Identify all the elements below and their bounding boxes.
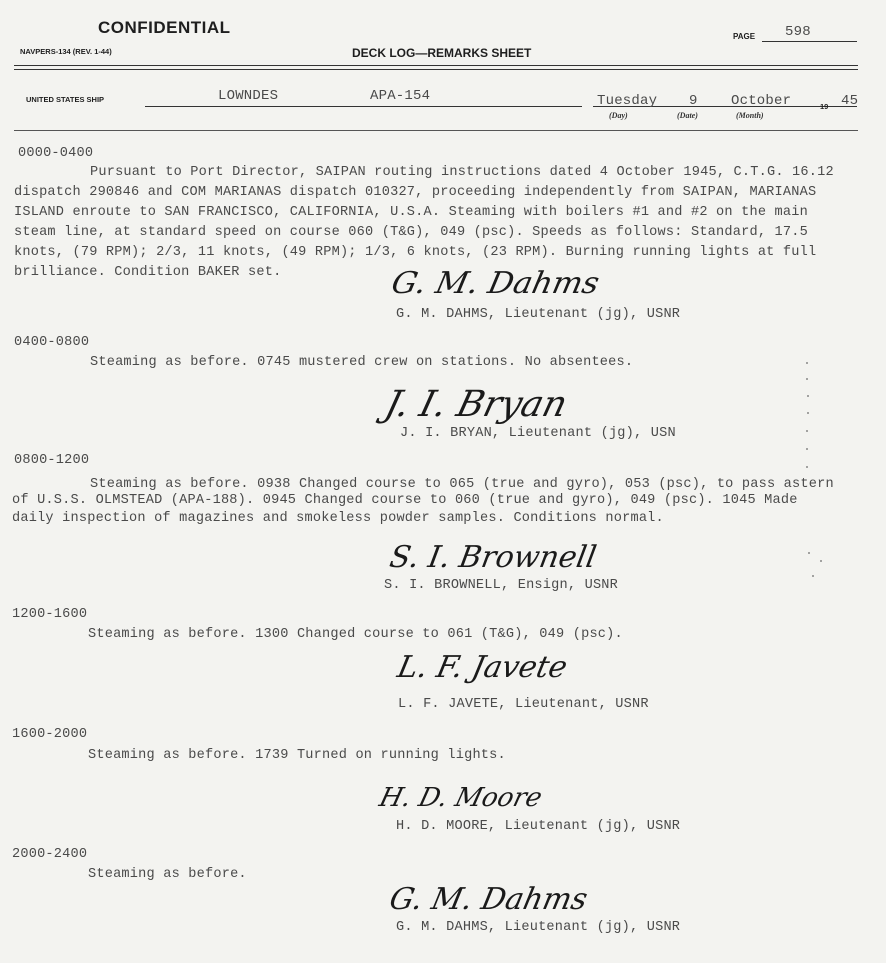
form-number: NAVPERS-134 (REV. 1-44) xyxy=(20,47,112,56)
ship-name: LOWNDES xyxy=(218,88,279,104)
watch-time: 1200-1600 xyxy=(12,607,88,622)
scan-speck xyxy=(820,560,822,562)
log-line: of U.S.S. OLMSTEAD (APA-188). 0945 Changed course to 060 (true and gyro), 049 (psc). 1045 Made xyxy=(12,493,798,508)
scan-speck xyxy=(812,575,814,577)
scan-speck xyxy=(806,430,808,432)
date-value: 9 xyxy=(689,93,698,109)
sheet-title: DECK LOG—REMARKS SHEET xyxy=(352,46,532,60)
log-line: Steaming as before. 1739 Turned on running lights. xyxy=(88,748,506,763)
signature-block: J. I. BRYAN, Lieutenant (jg), USN xyxy=(400,426,676,441)
log-line: ISLAND enroute to SAN FRANCISCO, CALIFORNIA, U.S.A. Steaming with boilers #1 and #2 on the main xyxy=(14,205,808,220)
log-line: Pursuant to Port Director, SAIPAN routing instructions dated 4 October 1945, C.T.G. 16.12 xyxy=(90,165,834,180)
signature-block: H. D. MOORE, Lieutenant (jg), USNR xyxy=(396,819,681,834)
watch-time: 2000-2400 xyxy=(12,847,88,862)
ship-line xyxy=(145,106,582,107)
page-number: 598 xyxy=(785,24,811,40)
ship-label: UNITED STATES SHIP xyxy=(26,95,105,104)
scan-speck xyxy=(806,448,808,450)
page-number-line xyxy=(762,41,857,42)
log-line: daily inspection of magazines and smokeless powder samples. Conditions normal. xyxy=(12,511,664,526)
signature-block: L. F. JAVETE, Lieutenant, USNR xyxy=(398,697,649,712)
log-line: knots, (79 RPM); 2/3, 11 knots, (49 RPM); 1/3, 6 knots, (23 RPM). Burning running lights at full xyxy=(14,245,817,260)
date-caption: (Date) xyxy=(677,111,698,120)
log-line: brilliance. Condition BAKER set. xyxy=(14,265,282,280)
officer-signature: S. I. Brownell xyxy=(386,540,599,575)
officer-signature: L. F. Javete xyxy=(394,650,571,685)
scan-speck xyxy=(806,378,808,380)
page-label: PAGE xyxy=(733,32,756,41)
log-line: dispatch 290846 and COM MARIANAS dispatch 010327, proceeding independently from SAIPAN, MARIANAS xyxy=(14,185,817,200)
hull-number: APA-154 xyxy=(370,88,431,104)
watch-time: 0400-0800 xyxy=(14,335,90,350)
log-line: steam line, at standard speed on course 060 (T&G), 049 (psc). Speeds as follows: Standard, 17.5 xyxy=(14,225,808,240)
log-line: Steaming as before. 1300 Changed course to 061 (T&G), 049 (psc). xyxy=(88,627,623,642)
scan-speck xyxy=(807,412,809,414)
signature-block: S. I. BROWNELL, Ensign, USNR xyxy=(384,578,619,593)
scan-speck xyxy=(807,395,809,397)
month-caption: (Month) xyxy=(736,111,764,120)
scan-speck xyxy=(806,362,808,364)
day-value: Tuesday xyxy=(597,93,658,109)
watch-time: 1600-2000 xyxy=(12,727,88,742)
log-line: Steaming as before. 0745 mustered crew on stations. No absentees. xyxy=(90,355,634,370)
watch-time: 0000-0400 xyxy=(18,146,94,161)
officer-signature: J. I. Bryan xyxy=(380,384,572,425)
month-value: October xyxy=(731,93,792,109)
scan-speck xyxy=(806,466,808,468)
signature-block: G. M. DAHMS, Lieutenant (jg), USNR xyxy=(396,307,681,322)
year-value: 45 xyxy=(841,93,859,109)
scan-speck xyxy=(808,552,810,554)
officer-signature: H. D. Moore xyxy=(376,783,546,813)
confidential-marking: CONFIDENTIAL xyxy=(98,18,231,37)
officer-signature: G. M. Dahms xyxy=(388,266,603,301)
year-prefix: 19 xyxy=(820,102,829,111)
watch-time: 0800-1200 xyxy=(14,453,90,468)
header-rule xyxy=(14,65,858,66)
signature-block: G. M. DAHMS, Lieutenant (jg), USNR xyxy=(396,920,681,935)
log-line: Steaming as before. xyxy=(88,867,247,882)
header-rule xyxy=(14,69,858,70)
log-line: Steaming as before. 0938 Changed course to 065 (true and gyro), 053 (psc), to pass astern xyxy=(90,477,834,492)
officer-signature: G. M. Dahms xyxy=(386,882,591,917)
header-bottom-rule xyxy=(14,130,858,131)
day-caption: (Day) xyxy=(609,111,628,120)
